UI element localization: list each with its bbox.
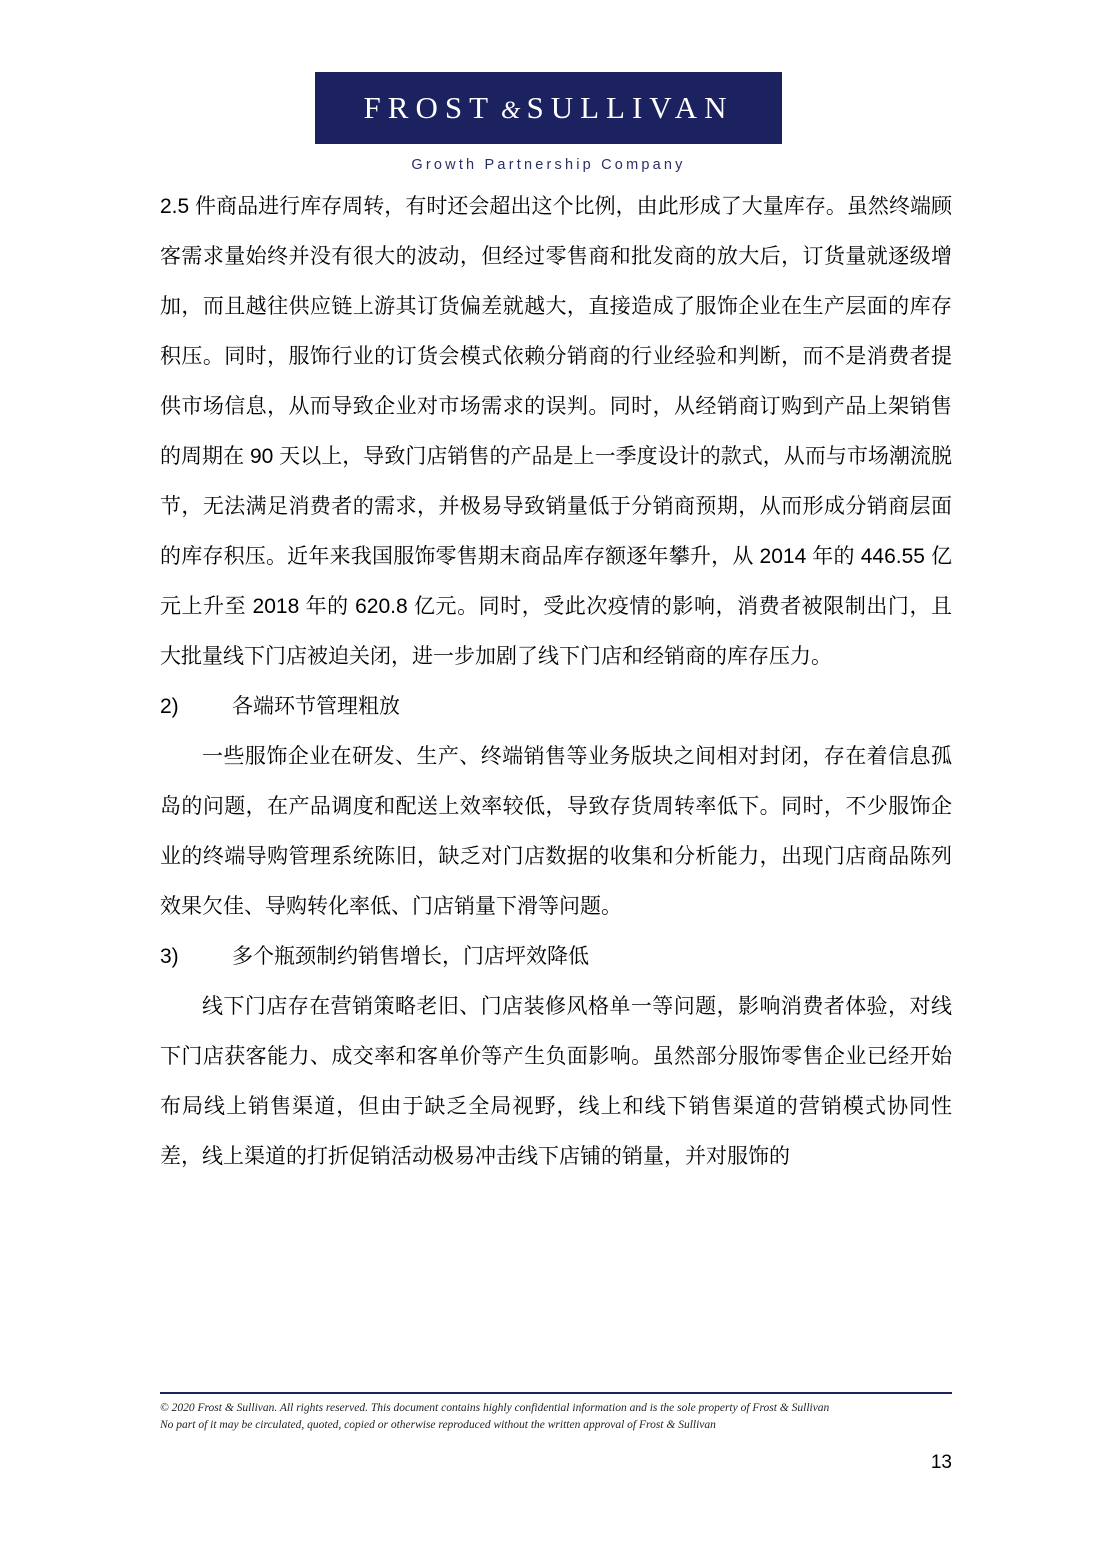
footer-divider [160, 1392, 952, 1394]
list-item-3 [160, 932, 952, 982]
logo-banner [315, 72, 782, 144]
list-item-3-label: 多个瓶颈制约销售增长，门店坪效降低 [232, 945, 589, 968]
paragraph-2: 一些服饰企业在研发、生产、终端销售等业务版块之间相对封闭，存在着信息孤岛的问题，在产品调度和配送上效率较低，导致存货周转率低下。同时，不少服饰企业的终端导购管理系统陈旧，缺乏对门店数据的收集和分析能力，出现门店商品陈列效果欠佳、导购转化率低、门店销量下滑等问题。 [160, 745, 952, 918]
logo-word-frost: FROST [363, 90, 496, 125]
list-item-2-number: 2) [160, 695, 179, 718]
document-body [160, 182, 952, 1182]
logo-wordmark [364, 90, 734, 126]
page-number: 13 [930, 1452, 952, 1473]
footer-copyright [160, 1400, 952, 1434]
logo-ampersand: & [501, 97, 521, 124]
list-item-2-label: 各端环节管理粗放 [232, 695, 400, 718]
footer-line-1: © 2020 Frost & Sullivan. All rights reserved. This document contains highly confidential information and is the sole property of Frost & Sullivan [160, 1402, 830, 1414]
paragraph-3: 线下门店存在营销策略老旧、门店装修风格单一等问题，影响消费者体验，对线下门店获客能力、成交率和客单价等产生负面影响。虽然部分服饰零售企业已经开始布局线上销售渠道，但由于缺乏全局视野，线上和线下销售渠道的营销模式协同性差，线上渠道的打折促销活动极易冲击线下店铺的销量，并对服饰的 [160, 995, 952, 1168]
list-item-2 [160, 682, 952, 732]
frost-sullivan-logo [315, 72, 782, 173]
logo-tagline: Growth Partnership Company [411, 157, 686, 173]
paragraph-1: 2.5 件商品进行库存周转，有时还会超出这个比例，由此形成了大量库存。虽然终端顾客需求量始终并没有很大的波动，但经过零售商和批发商的放大后，订货量就逐级增加，而且越往供应链上游其订货偏差就越大，直接造成了服饰企业在生产层面的库存积压。同时，服饰行业的订货会模式依赖分销商的行业经验和判断，而不是消费者提供市场信息，从而导致企业对市场需求的误判。同时，从经销商订购到产品上架销售的周期在 90 天以上，导致门店销售的产品是上一季度设计的款式，从而与市场潮流脱节，无法满足消费者的需求，并极易导致销量低于分销商预期，从而形成分销商层面的库存积压。近年来我国服饰零售期末商品库存额逐年攀升，从 2014 年的 446.55 亿元上升至 2018 年的 620.8 亿元。同时，受此次疫情的影响，消费者被限制出门，且大批量线下门店被迫关闭，进一步加剧了线下门店和经销商的库存压力。 [160, 195, 952, 668]
logo-word-sullivan: SULLIVAN [526, 90, 734, 125]
footer-line-2: No part of it may be circulated, quoted, copied or otherwise reproduced without the written approval of Frost & Sullivan [160, 1419, 716, 1431]
list-item-3-number: 3) [160, 945, 179, 968]
